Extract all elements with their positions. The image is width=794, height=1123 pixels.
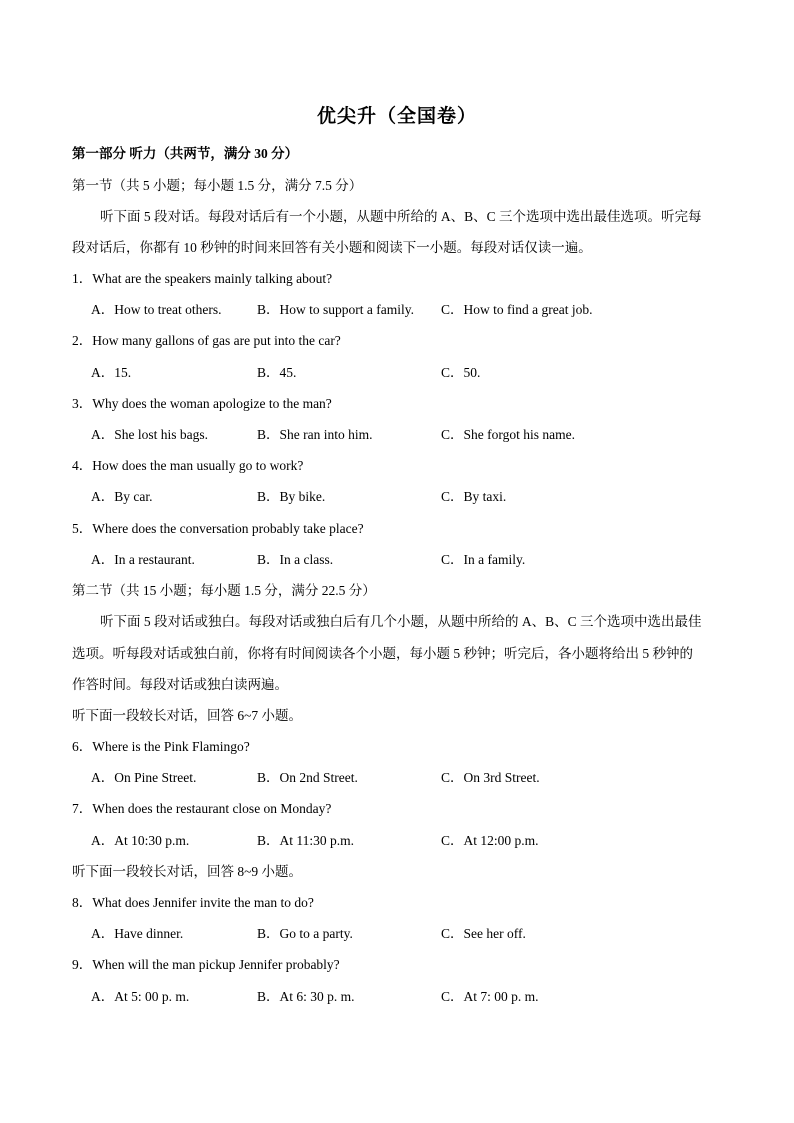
option-b: B．45. [257,365,297,380]
question-stem: 8．What does Jennifer invite the man to do? [72,895,314,910]
option-a: A．By car. [91,489,153,504]
option-b: B．At 6: 30 p. m. [257,989,355,1004]
option-a: A．On Pine Street. [91,770,197,785]
question-stem: 3．Why does the woman apologize to the man? [72,396,332,411]
option-b: B．In a class. [257,552,334,567]
part1-heading: 第一部分 听力（共两节，满分 30 分） [72,146,299,161]
option-c: C．By taxi. [441,489,507,504]
option-b: B．By bike. [257,489,326,504]
section2-heading: 第二节（共 15 小题；每小题 1.5 分，满分 22.5 分） [72,583,376,598]
section1-heading: 第一节（共 5 小题；每小题 1.5 分，满分 7.5 分） [72,178,363,193]
option-a: A．At 5: 00 p. m. [91,989,190,1004]
option-a: A．How to treat others. [91,302,222,317]
section2-instructions-line1: 听下面 5 段对话或独白。每段对话或独白后有几个小题，从题中所给的 A、B、C 三个选项中选出最佳 [100,614,702,629]
question-stem: 7．When does the restaurant close on Monday? [72,801,332,816]
option-c: C．In a family. [441,552,526,567]
question-stem: 1．What are the speakers mainly talking about? [72,271,333,286]
section2-instructions-line2: 选项。听每段对话或独白前，你将有时间阅读各个小题，每小题 5 秒钟；听完后，各小题将给出 5 秒钟的 [72,646,693,661]
option-c: C．On 3rd Street. [441,770,540,785]
option-c: C．At 7: 00 p. m. [441,989,539,1004]
group-intro: 听下面一段较长对话，回答 6~7 小题。 [72,708,303,723]
section2-instructions-line3: 作答时间。每段对话或独白读两遍。 [72,677,288,692]
option-b: B．She ran into him. [257,427,373,442]
option-c: C．She forgot his name. [441,427,575,442]
option-a: A．At 10:30 p.m. [91,833,190,848]
question-stem: 6．Where is the Pink Flamingo? [72,739,250,754]
question-stem: 5．Where does the conversation probably take place? [72,521,364,536]
option-a: A．Have dinner. [91,926,184,941]
option-a: A．15. [91,365,132,380]
option-b: B．At 11:30 p.m. [257,833,355,848]
option-a: A．In a restaurant. [91,552,195,567]
option-c: C．50. [441,365,481,380]
option-b: B．On 2nd Street. [257,770,358,785]
option-a: A．She lost his bags. [91,427,209,442]
section1-instructions-line2: 段对话后，你都有 10 秒钟的时间来回答有关小题和阅读下一小题。每段对话仅读一遍。 [72,240,592,255]
option-c: C．At 12:00 p.m. [441,833,539,848]
option-b: B．How to support a family. [257,302,414,317]
question-stem: 2．How many gallons of gas are put into the car? [72,333,341,348]
option-c: C．See her off. [441,926,526,941]
section1-instructions-line1: 听下面 5 段对话。每段对话后有一个小题，从题中所给的 A、B、C 三个选项中选出最佳选项。听完每 [100,209,702,224]
option-c: C．How to find a great job. [441,302,593,317]
page-title: 优尖升（全国卷） [316,106,477,127]
option-b: B．Go to a party. [257,926,353,941]
question-stem: 9．When will the man pickup Jennifer probably? [72,957,340,972]
question-stem: 4．How does the man usually go to work? [72,458,304,473]
group-intro: 听下面一段较长对话，回答 8~9 小题。 [72,864,303,879]
